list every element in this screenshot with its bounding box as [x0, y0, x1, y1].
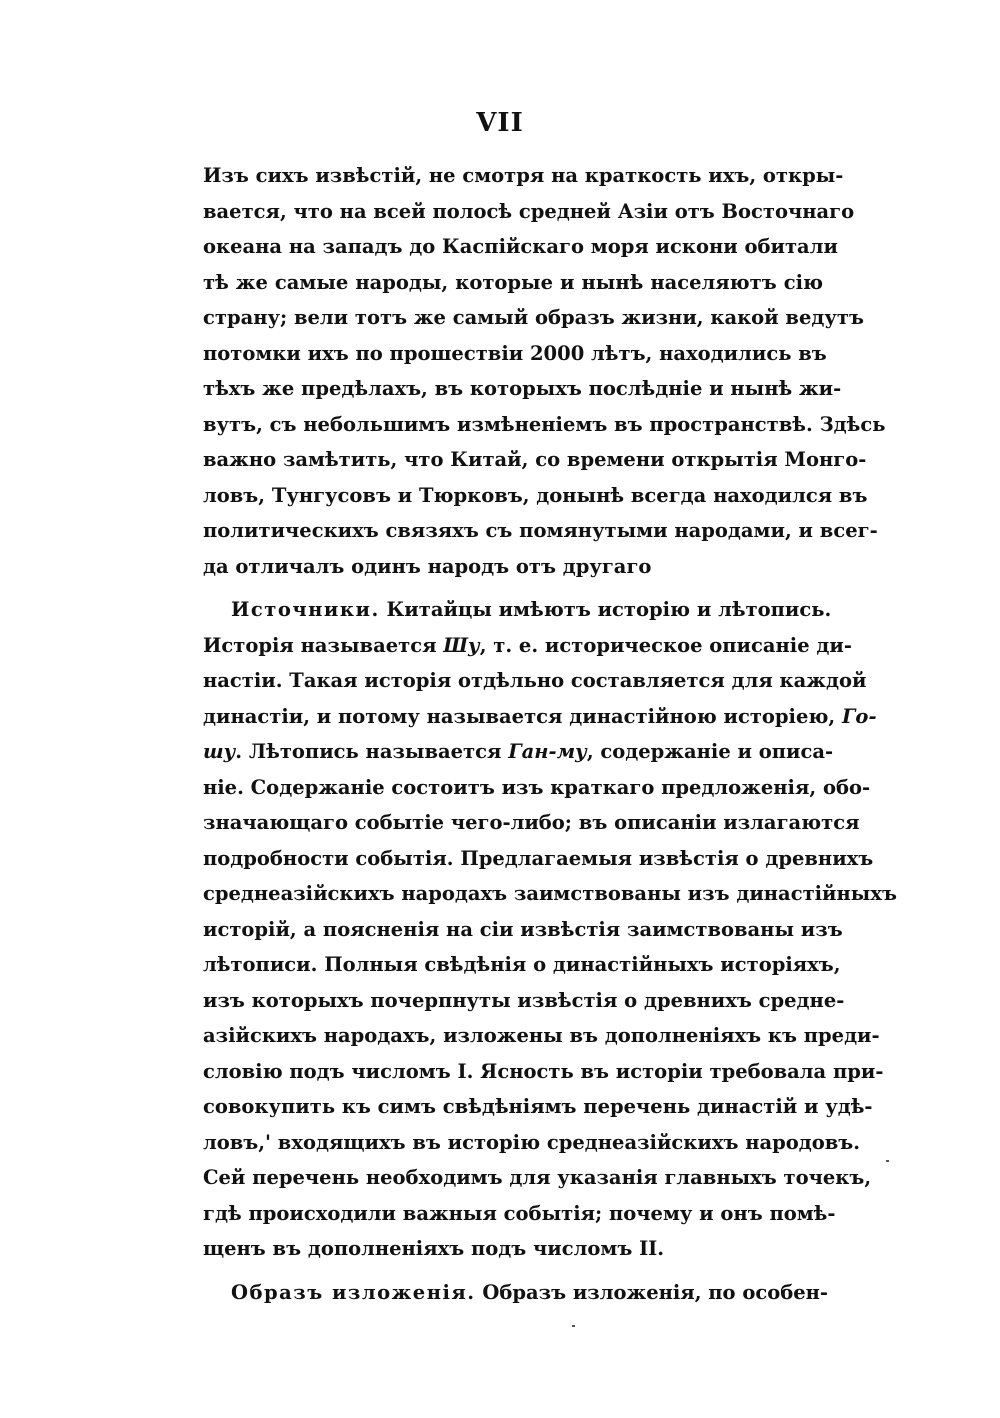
text-fragment: Исторія называется	[203, 633, 437, 657]
text-fragment: Китайцы имѣютъ исторію и лѣтопись.	[386, 598, 832, 621]
scan-speck	[572, 1325, 575, 1327]
term-shu: Шу	[443, 633, 480, 657]
text-fragment: Образъ изложенія, по особен-	[482, 1280, 829, 1304]
text-line	[203, 699, 877, 735]
text-fragment: . Лѣтопись называется	[235, 740, 502, 763]
text-fragment: династіи, и потому называется династійною исторіею,	[203, 704, 836, 728]
term-goshu: Го-	[841, 704, 877, 728]
text-line: изъ которыхъ почерпнуты извѣстія о древнихъ средне-	[203, 988, 845, 1012]
text-line	[203, 1275, 829, 1311]
page-number: VII	[476, 108, 524, 138]
text-line: политическихъ связяхъ съ помянутыми народами, и всег-	[203, 519, 878, 542]
section-heading-sources: Источники.	[231, 598, 380, 621]
text-line: лѣтописи. Полныя свѣдѣнія о династійныхъ исторіяхъ,	[203, 953, 841, 976]
text-line: среднеазійскихъ народахъ заимствованы изъ династійныхъ	[203, 882, 897, 905]
text-line: ловъ,' входящихъ въ исторію среднеазійскихъ народовъ.	[203, 1130, 861, 1154]
text-line: гдѣ происходили важныя событія; почему и онъ помѣ-	[203, 1201, 836, 1225]
text-line: тѣхъ же предѣлахъ, въ которыхъ послѣдніе и нынѣ жи-	[203, 377, 842, 400]
term-goshu-end: шу	[203, 740, 236, 763]
text-line: важно замѣтить, что Китай, со времени открытія Монго-	[203, 448, 867, 471]
text-line	[203, 734, 834, 770]
text-line: словію подъ числомъ I. Ясность въ исторіи требовала при-	[203, 1059, 884, 1083]
text-line: значающаго событіе чего-либо; въ описаніи излагаются	[203, 811, 860, 834]
text-line: вутъ, съ небольшимъ измѣненіемъ въ пространствѣ. Здѣсь	[203, 412, 886, 436]
text-line: страну; вели тотъ же самый образъ жизни, какой ведутъ	[203, 306, 864, 329]
text-fragment: , т. е. историческое описаніе ди-	[479, 633, 852, 657]
text-line: исторій, а поясненія на сіи извѣстія заимствованы изъ	[203, 917, 843, 941]
page-text	[203, 158, 897, 1310]
text-line: щенъ въ дополненіяхъ подъ числомъ II.	[203, 1237, 665, 1260]
scan-speck	[886, 1160, 889, 1162]
text-line: азійскихъ народахъ, изложены въ дополненіяхъ къ преди-	[203, 1024, 880, 1047]
text-line: океана на западъ до Каспійскаго моря искони обитали	[203, 235, 838, 258]
text-line: Сей перечень необходимъ для указанія главныхъ точекъ,	[203, 1166, 872, 1189]
text-line	[203, 592, 832, 628]
text-line: ловъ, Тунгусовъ и Тюрковъ, донынѣ всегда находился въ	[203, 483, 868, 507]
text-line: тѣ же самые народы, которые и нынѣ населяютъ сію	[203, 270, 823, 294]
text-line: настіи. Такая исторія отдѣльно составляется для каждой	[203, 669, 867, 692]
text-line	[203, 628, 852, 664]
text-line: подробности событія. Предлагаемыя извѣстія о древнихъ	[203, 846, 874, 870]
text-line: да отличалъ одинъ народъ отъ другаго	[203, 554, 652, 578]
text-line: ніе. Содержаніе состоитъ изъ краткаго предложенія, обо-	[203, 775, 871, 799]
section-heading-exposition: Образъ изложенія.	[231, 1280, 476, 1304]
text-line: совокупить къ симъ свѣдѣніямъ перечень династій и удѣ-	[203, 1095, 873, 1118]
text-line: вается, что на всей полосѣ средней Азіи отъ Восточнаго	[203, 199, 855, 223]
term-ganmu: Ган-му	[508, 740, 587, 763]
text-line: потомки ихъ по прошествіи 2000 лѣтъ, находились въ	[203, 341, 827, 365]
text-line: Изъ сихъ извѣстій, не смотря на краткость ихъ, откры-	[203, 164, 844, 187]
text-fragment: , содержаніе и описа-	[586, 740, 834, 763]
